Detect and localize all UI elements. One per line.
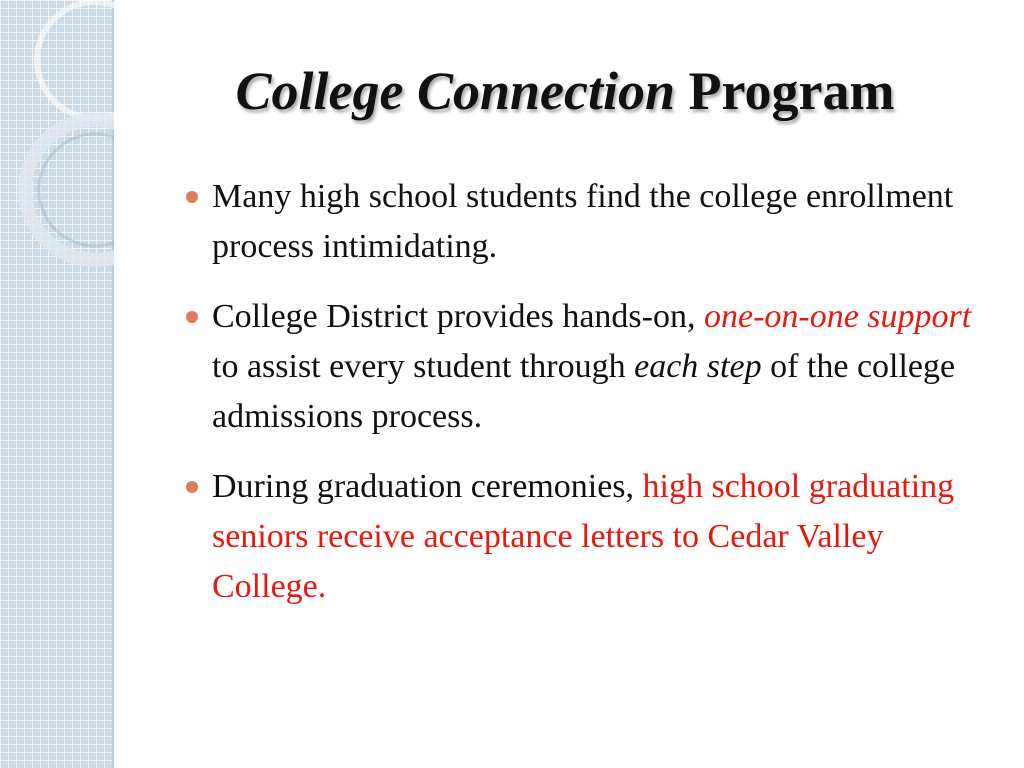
bullet-item xyxy=(186,292,986,442)
bullet-text: College District provides hands-on, xyxy=(212,298,704,335)
title-normal-part: Program xyxy=(688,61,895,121)
bullet-dot-icon xyxy=(186,311,198,323)
bullet-item xyxy=(186,462,986,612)
decorative-rings-icon xyxy=(0,0,114,300)
highlight-text: high school graduating seniors receive acceptance letters to Cedar Valley College. xyxy=(212,468,955,605)
highlight-text: one-on-one support xyxy=(703,298,972,335)
bullet-item xyxy=(186,172,986,272)
decorative-side-panel xyxy=(0,0,114,768)
bullet-dot-icon xyxy=(186,191,198,203)
bullet-text: of the college admissions process. xyxy=(212,348,956,435)
bullet-dot-icon xyxy=(186,481,198,493)
title-italic-part: College Connection xyxy=(235,61,676,121)
bullet-text: During graduation ceremonies, xyxy=(212,468,643,505)
bullet-text: to assist every student through xyxy=(212,348,635,385)
slide-title xyxy=(130,62,1000,121)
bullet-list xyxy=(186,172,986,632)
emphasis-text: each step xyxy=(634,348,762,385)
bullet-text: Many high school students find the college enrollment process intimidating. xyxy=(212,178,954,265)
